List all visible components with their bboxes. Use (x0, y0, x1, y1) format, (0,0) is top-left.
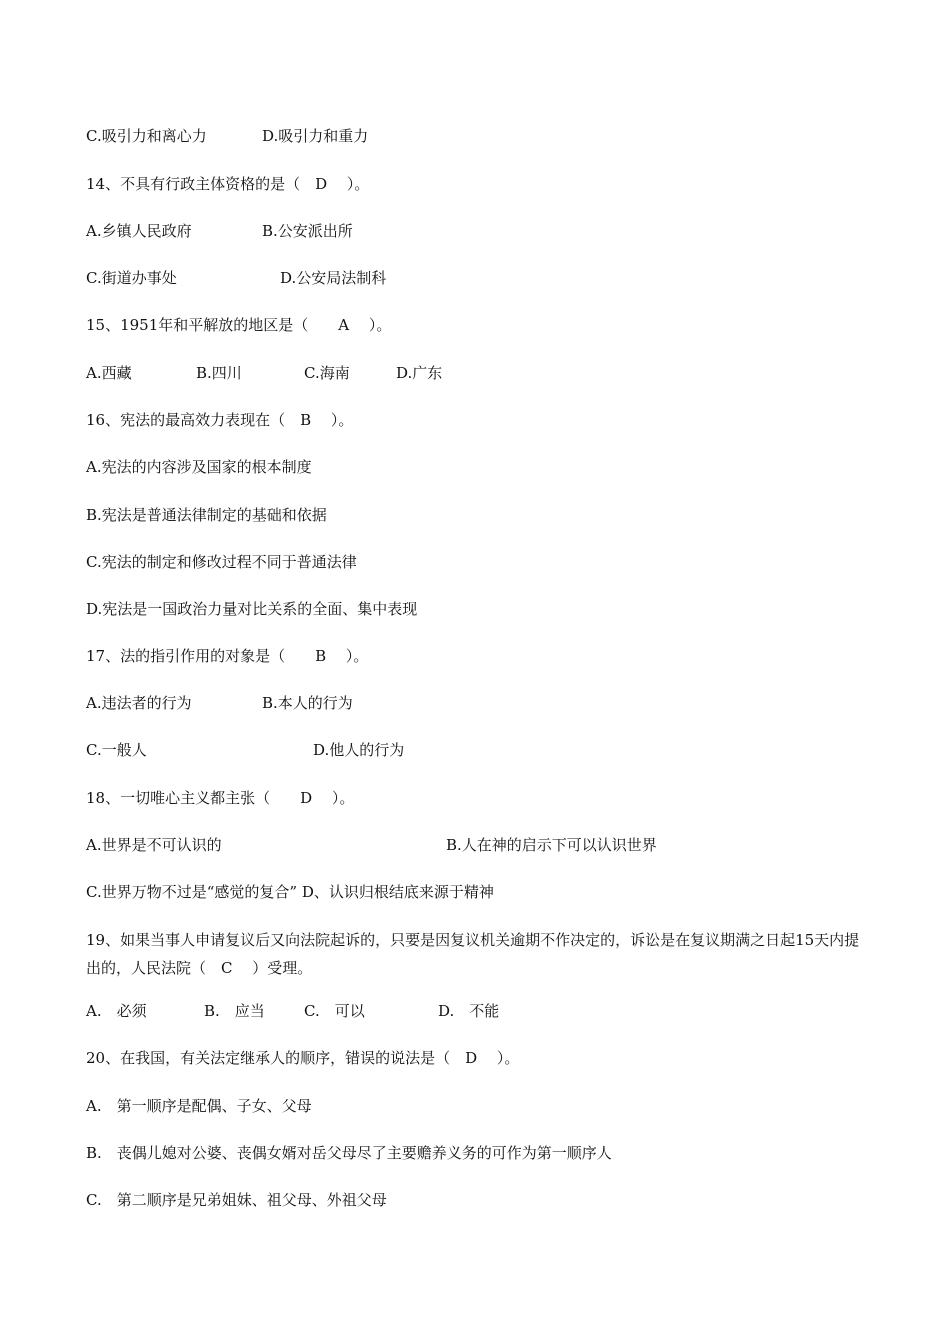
question-15: 15、1951年和平解放的地区是（ A ）。 (86, 316, 392, 334)
question-19: 19、如果当事人申请复议后又向法院起诉的，只要是因复议机关逾期不作决定的，诉讼是在复议期满之日起15天内提出的，人民法院（ C ）受理。 (86, 931, 860, 977)
q16-option-b: B.宪法是普通法律制定的基础和依据 (86, 506, 327, 524)
q20-option-a: A. 第一顺序是配偶、子女、父母 (86, 1097, 312, 1115)
q17-option-d: D.他人的行为 (313, 741, 405, 759)
q15-option-b: B.四川 (196, 364, 242, 382)
q15-option-d: D.广东 (396, 364, 443, 382)
question-14: 14、不具有行政主体资格的是（ D ）。 (86, 175, 370, 193)
q13-option-d: D.吸引力和重力 (262, 127, 369, 145)
q14-option-b: B.公安派出所 (262, 222, 353, 240)
q19-option-d: D. 不能 (438, 1002, 500, 1020)
q19-option-b: B. 应当 (204, 1002, 265, 1020)
question-16: 16、宪法的最高效力表现在（ B ）。 (86, 411, 354, 429)
q18-options-cd: C.世界万物不过是“感觉的复合” D、认识归根结底来源于精神 (86, 883, 494, 901)
q16-option-d: D.宪法是一国政治力量对比关系的全面、集中表现 (86, 600, 418, 618)
q19-option-a: A. 必须 (86, 1002, 147, 1020)
q13-option-c: C.吸引力和离心力 (86, 127, 207, 145)
q17-option-a: A.违法者的行为 (86, 694, 192, 712)
q16-option-c: C.宪法的制定和修改过程不同于普通法律 (86, 553, 357, 571)
q16-option-a: A.宪法的内容涉及国家的根本制度 (86, 458, 312, 476)
q20-option-b: B. 丧偶儿媳对公婆、丧偶女婿对岳父母尽了主要赡养义务的可作为第一顺序人 (86, 1144, 612, 1162)
question-17: 17、法的指引作用的对象是（ B ）。 (86, 647, 369, 665)
q20-option-c: C. 第二顺序是兄弟姐妹、祖父母、外祖父母 (86, 1191, 387, 1209)
q14-option-a: A.乡镇人民政府 (86, 222, 192, 240)
q15-option-a: A.西藏 (86, 364, 132, 382)
q18-option-a: A.世界是不可认识的 (86, 836, 222, 854)
question-20: 20、在我国，有关法定继承人的顺序，错误的说法是（ D ）。 (86, 1049, 520, 1067)
q15-option-c: C.海南 (304, 364, 350, 382)
q14-option-d: D.公安局法制科 (280, 269, 387, 287)
q14-option-c: C.街道办事处 (86, 269, 177, 287)
q19-option-c: C. 可以 (304, 1002, 365, 1020)
q17-option-b: B.本人的行为 (262, 694, 353, 712)
q18-option-b: B.人在神的启示下可以认识世界 (446, 836, 657, 854)
question-18: 18、一切唯心主义都主张（ D ）。 (86, 789, 355, 807)
q17-option-c: C.一般人 (86, 741, 147, 759)
